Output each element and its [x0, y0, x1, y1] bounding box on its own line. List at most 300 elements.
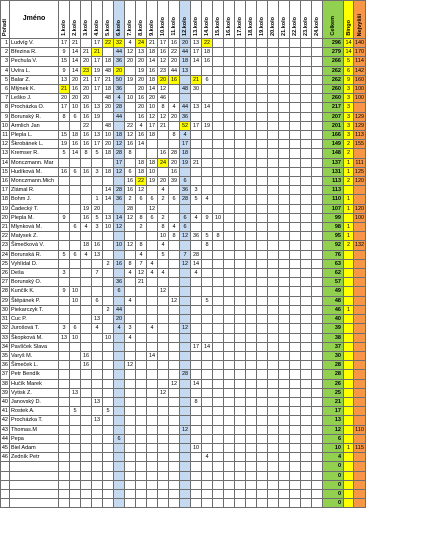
score-cell: 48: [103, 66, 114, 75]
score-cell: 13: [92, 397, 103, 406]
total-cell: 149: [323, 140, 344, 149]
score-cell: [290, 397, 301, 406]
score-cell: [125, 471, 136, 480]
score-cell: [268, 333, 279, 342]
score-cell: [147, 388, 158, 397]
player-name-cell: Březina R.: [10, 48, 59, 57]
score-cell: [290, 379, 301, 388]
score-cell: [81, 407, 92, 416]
score-cell: [213, 333, 224, 342]
score-cell: 14: [70, 149, 81, 158]
score-cell: [59, 177, 70, 186]
score-cell: [169, 425, 180, 434]
score-cell: [257, 66, 268, 75]
score-cell: [290, 103, 301, 112]
score-cell: 12: [158, 287, 169, 296]
score-cell: [191, 453, 202, 462]
max-cell: [354, 388, 366, 397]
score-cell: [312, 397, 323, 406]
score-cell: 20: [169, 158, 180, 167]
score-cell: [81, 379, 92, 388]
table-row: [1, 167, 366, 176]
score-cell: 36: [114, 195, 125, 204]
score-cell: [246, 103, 257, 112]
player-name-cell: Matysek Z.: [10, 232, 59, 241]
score-cell: 19: [202, 121, 213, 130]
score-cell: [202, 66, 213, 75]
score-cell: [279, 177, 290, 186]
table-row: [1, 407, 366, 416]
score-cell: 14: [70, 66, 81, 75]
score-cell: [224, 471, 235, 480]
score-cell: 6: [180, 177, 191, 186]
score-cell: 22: [125, 121, 136, 130]
score-cell: [191, 489, 202, 498]
score-cell: [202, 149, 213, 158]
score-cell: [246, 425, 257, 434]
score-cell: 20: [81, 94, 92, 103]
score-cell: [312, 131, 323, 140]
score-cell: 21: [147, 39, 158, 48]
score-cell: [59, 499, 70, 508]
score-cell: [213, 379, 224, 388]
score-cell: [70, 443, 81, 452]
score-cell: [301, 213, 312, 222]
score-cell: [224, 361, 235, 370]
score-cell: [59, 453, 70, 462]
score-cell: 20: [136, 57, 147, 66]
score-cell: [224, 434, 235, 443]
score-cell: [169, 278, 180, 287]
bingo-cell: [344, 278, 354, 287]
score-cell: [224, 195, 235, 204]
score-cell: [301, 131, 312, 140]
score-cell: 20: [158, 177, 169, 186]
score-cell: [235, 471, 246, 480]
score-cell: 10: [70, 103, 81, 112]
bingo-cell: [344, 388, 354, 397]
score-cell: [235, 453, 246, 462]
total-cell: 99: [323, 213, 344, 222]
score-cell: [180, 453, 191, 462]
score-cell: 4: [125, 296, 136, 305]
score-cell: [301, 351, 312, 360]
player-name-cell: Monczmann.Mich: [10, 177, 59, 186]
total-cell: 0: [323, 480, 344, 489]
bingo-cell: [344, 489, 354, 498]
score-cell: 22: [81, 121, 92, 130]
score-cell: [191, 416, 202, 425]
score-cell: [125, 351, 136, 360]
score-cell: 48: [180, 85, 191, 94]
total-cell: 107: [323, 204, 344, 213]
score-cell: [235, 443, 246, 452]
score-cell: [279, 333, 290, 342]
score-cell: [103, 499, 114, 508]
max-cell: 132: [354, 242, 365, 249]
table-row: [1, 204, 366, 213]
score-cell: 3: [92, 223, 103, 232]
bingo-cell: 5: [344, 57, 354, 66]
score-cell: [103, 158, 114, 167]
score-cell: 44: [180, 48, 191, 57]
score-cell: [301, 259, 312, 268]
score-cell: [158, 480, 169, 489]
score-cell: 16: [125, 186, 136, 195]
total-cell: 4: [323, 453, 344, 462]
score-cell: [114, 333, 125, 342]
score-cell: [191, 131, 202, 140]
score-cell: [136, 499, 147, 508]
rank-cell: 14: [1, 159, 8, 166]
score-cell: [312, 39, 323, 48]
score-cell: [213, 287, 224, 296]
rank-cell: 36: [1, 362, 8, 369]
score-cell: [114, 370, 125, 379]
score-cell: [268, 223, 279, 232]
score-cell: [279, 370, 290, 379]
bingo-cell: 9: [344, 75, 354, 84]
score-cell: [257, 85, 268, 94]
score-cell: [213, 140, 224, 149]
score-cell: [224, 462, 235, 471]
bingo-cell: [344, 186, 354, 195]
score-cell: [136, 407, 147, 416]
score-cell: 13: [136, 48, 147, 57]
score-cell: [290, 315, 301, 324]
max-cell: [354, 315, 366, 324]
max-cell: [354, 232, 366, 241]
score-cell: [301, 388, 312, 397]
score-cell: [92, 379, 103, 388]
score-cell: [213, 57, 224, 66]
score-cell: [268, 480, 279, 489]
score-cell: 8: [213, 232, 224, 241]
bingo-cell: 3: [344, 121, 354, 130]
score-cell: 15: [59, 57, 70, 66]
score-cell: 2: [103, 305, 114, 314]
score-cell: [235, 296, 246, 305]
score-cell: [268, 471, 279, 480]
score-cell: [268, 499, 279, 508]
score-cell: [312, 287, 323, 296]
total-cell: 10: [323, 443, 344, 452]
score-cell: [246, 186, 257, 195]
score-cell: [147, 407, 158, 416]
score-cell: 18: [103, 149, 114, 158]
score-cell: 4: [191, 269, 202, 278]
score-cell: 21: [70, 39, 81, 48]
score-cell: [224, 94, 235, 103]
score-cell: [279, 204, 290, 213]
score-cell: [169, 471, 180, 480]
score-cell: 16: [169, 39, 180, 48]
score-cell: [147, 305, 158, 314]
score-cell: [125, 425, 136, 434]
table-row: [1, 443, 366, 452]
score-cell: [312, 453, 323, 462]
score-cell: [158, 351, 169, 360]
score-cell: [279, 287, 290, 296]
bingo-cell: 2: [344, 177, 354, 186]
score-cell: [246, 204, 257, 213]
score-cell: 13: [180, 66, 191, 75]
score-cell: [290, 57, 301, 66]
table-row: [1, 149, 366, 158]
score-cell: [92, 186, 103, 195]
bingo-cell: [344, 416, 354, 425]
score-cell: [290, 471, 301, 480]
score-cell: [114, 351, 125, 360]
score-cell: [279, 57, 290, 66]
score-cell: [136, 471, 147, 480]
player-name-cell: Borunský O.: [10, 278, 59, 287]
score-cell: [158, 324, 169, 333]
score-cell: [92, 342, 103, 351]
score-cell: [136, 324, 147, 333]
score-cell: 17: [59, 103, 70, 112]
score-cell: [92, 480, 103, 489]
score-cell: [246, 66, 257, 75]
score-cell: 10: [114, 241, 125, 250]
score-cell: [268, 462, 279, 471]
score-cell: [224, 407, 235, 416]
score-cell: [70, 195, 81, 204]
score-cell: 19: [81, 204, 92, 213]
score-cell: 14: [136, 140, 147, 149]
score-cell: [59, 434, 70, 443]
score-cell: 28: [114, 186, 125, 195]
score-cell: [180, 407, 191, 416]
score-cell: 14: [191, 379, 202, 388]
score-cell: [268, 75, 279, 84]
score-cell: [169, 269, 180, 278]
score-cell: [246, 370, 257, 379]
score-cell: [301, 480, 312, 489]
score-cell: [257, 75, 268, 84]
score-cell: 36: [114, 57, 125, 66]
score-cell: 18: [202, 48, 213, 57]
table-row: [1, 195, 366, 204]
score-cell: 16: [81, 361, 92, 370]
score-cell: 7: [180, 250, 191, 259]
score-cell: 16: [81, 103, 92, 112]
score-cell: 24: [136, 39, 147, 48]
score-cell: [158, 259, 169, 268]
score-cell: [202, 416, 213, 425]
header-max: Nejvyšší: [354, 1, 366, 39]
score-cell: [213, 453, 224, 462]
max-cell: [354, 471, 366, 480]
score-cell: [169, 361, 180, 370]
score-cell: [246, 75, 257, 84]
max-cell: [354, 259, 366, 268]
score-cell: [191, 287, 202, 296]
score-cell: 4: [125, 39, 136, 48]
score-cell: [180, 305, 191, 314]
rank-cell: 38: [1, 380, 8, 387]
score-cell: [158, 140, 169, 149]
score-cell: [279, 305, 290, 314]
table-row: [1, 489, 366, 498]
score-cell: [312, 434, 323, 443]
score-cell: [290, 370, 301, 379]
score-cell: [169, 489, 180, 498]
score-cell: [125, 453, 136, 462]
score-cell: [290, 195, 301, 204]
score-cell: 16: [59, 167, 70, 176]
score-cell: [147, 471, 158, 480]
table-row: [1, 94, 366, 103]
score-cell: [268, 57, 279, 66]
score-cell: [235, 103, 246, 112]
score-cell: [268, 121, 279, 130]
max-cell: [354, 397, 366, 406]
rank-cell: 32: [1, 325, 8, 332]
score-cell: [191, 351, 202, 360]
score-cell: [180, 388, 191, 397]
score-cell: 20: [169, 57, 180, 66]
score-cell: [301, 416, 312, 425]
score-cell: [224, 489, 235, 498]
max-cell: [354, 407, 366, 416]
score-cell: 4: [125, 269, 136, 278]
score-cell: 12: [147, 112, 158, 121]
score-cell: [257, 241, 268, 250]
score-cell: 14: [70, 48, 81, 57]
score-cell: 6: [70, 223, 81, 232]
score-cell: [246, 462, 257, 471]
score-cell: 9: [59, 48, 70, 57]
score-cell: [191, 296, 202, 305]
score-cell: [136, 425, 147, 434]
score-cell: [301, 407, 312, 416]
score-cell: 16: [81, 112, 92, 121]
score-cell: [257, 232, 268, 241]
score-cell: [246, 287, 257, 296]
score-cell: [92, 333, 103, 342]
score-cell: [268, 324, 279, 333]
total-cell: 110: [323, 195, 344, 204]
score-cell: [246, 379, 257, 388]
score-cell: [70, 379, 81, 388]
score-cell: 14: [147, 85, 158, 94]
table-row: [1, 370, 366, 379]
score-cell: [202, 462, 213, 471]
score-cell: [246, 57, 257, 66]
score-cell: [224, 416, 235, 425]
score-cell: 12: [180, 232, 191, 241]
score-cell: [147, 296, 158, 305]
score-cell: 15: [59, 131, 70, 140]
score-cell: 10: [191, 443, 202, 452]
score-cell: [103, 232, 114, 241]
score-cell: [279, 324, 290, 333]
rank-cell: 20: [1, 214, 8, 221]
score-cell: 12: [180, 324, 191, 333]
score-cell: [158, 342, 169, 351]
score-cell: [312, 407, 323, 416]
score-cell: [213, 75, 224, 84]
max-cell: 110: [355, 426, 364, 433]
score-cell: [224, 131, 235, 140]
score-cell: [257, 112, 268, 121]
score-cell: [202, 167, 213, 176]
score-cell: [103, 379, 114, 388]
total-cell: 39: [323, 324, 344, 333]
score-cell: [290, 453, 301, 462]
score-cell: [312, 305, 323, 314]
header-round-12: 12.kolo: [180, 1, 191, 39]
score-cell: [290, 388, 301, 397]
max-cell: [354, 278, 366, 287]
score-cell: [169, 241, 180, 250]
score-cell: [169, 259, 180, 268]
score-cell: [202, 333, 213, 342]
score-cell: [103, 204, 114, 213]
score-cell: [180, 416, 191, 425]
score-cell: [103, 388, 114, 397]
score-cell: [169, 434, 180, 443]
score-cell: [235, 388, 246, 397]
score-cell: 17: [147, 121, 158, 130]
score-cell: [70, 232, 81, 241]
score-cell: [92, 453, 103, 462]
score-cell: [279, 315, 290, 324]
score-cell: [81, 425, 92, 434]
score-cell: [246, 416, 257, 425]
score-cell: [257, 94, 268, 103]
max-cell: 114: [355, 58, 364, 65]
score-cell: [213, 121, 224, 130]
score-cell: [158, 407, 169, 416]
rank-cell: 45: [1, 444, 8, 451]
score-cell: [59, 204, 70, 213]
score-cell: [103, 269, 114, 278]
score-cell: 12: [158, 388, 169, 397]
bingo-cell: [344, 213, 354, 222]
score-cell: [213, 112, 224, 121]
score-cell: [81, 462, 92, 471]
score-cell: [103, 296, 114, 305]
score-cell: [202, 131, 213, 140]
score-cell: [147, 241, 158, 250]
score-cell: [290, 48, 301, 57]
score-cell: [169, 333, 180, 342]
score-cell: [59, 241, 70, 250]
table-row: [1, 140, 366, 149]
score-cell: [136, 305, 147, 314]
score-cell: 4: [136, 250, 147, 259]
score-cell: [257, 480, 268, 489]
score-cell: [257, 370, 268, 379]
total-cell: 28: [323, 370, 344, 379]
player-name-cell: Mlynková M.: [10, 223, 59, 232]
score-cell: [202, 204, 213, 213]
score-cell: 39: [169, 177, 180, 186]
score-cell: [81, 177, 92, 186]
header-round-8: 8.kolo: [136, 1, 147, 39]
score-cell: [279, 232, 290, 241]
score-cell: [103, 480, 114, 489]
bingo-cell: [344, 361, 354, 370]
score-cell: 19: [136, 66, 147, 75]
score-cell: [147, 379, 158, 388]
score-cell: [246, 85, 257, 94]
score-cell: [290, 425, 301, 434]
score-cell: 5: [59, 250, 70, 259]
score-cell: [147, 287, 158, 296]
